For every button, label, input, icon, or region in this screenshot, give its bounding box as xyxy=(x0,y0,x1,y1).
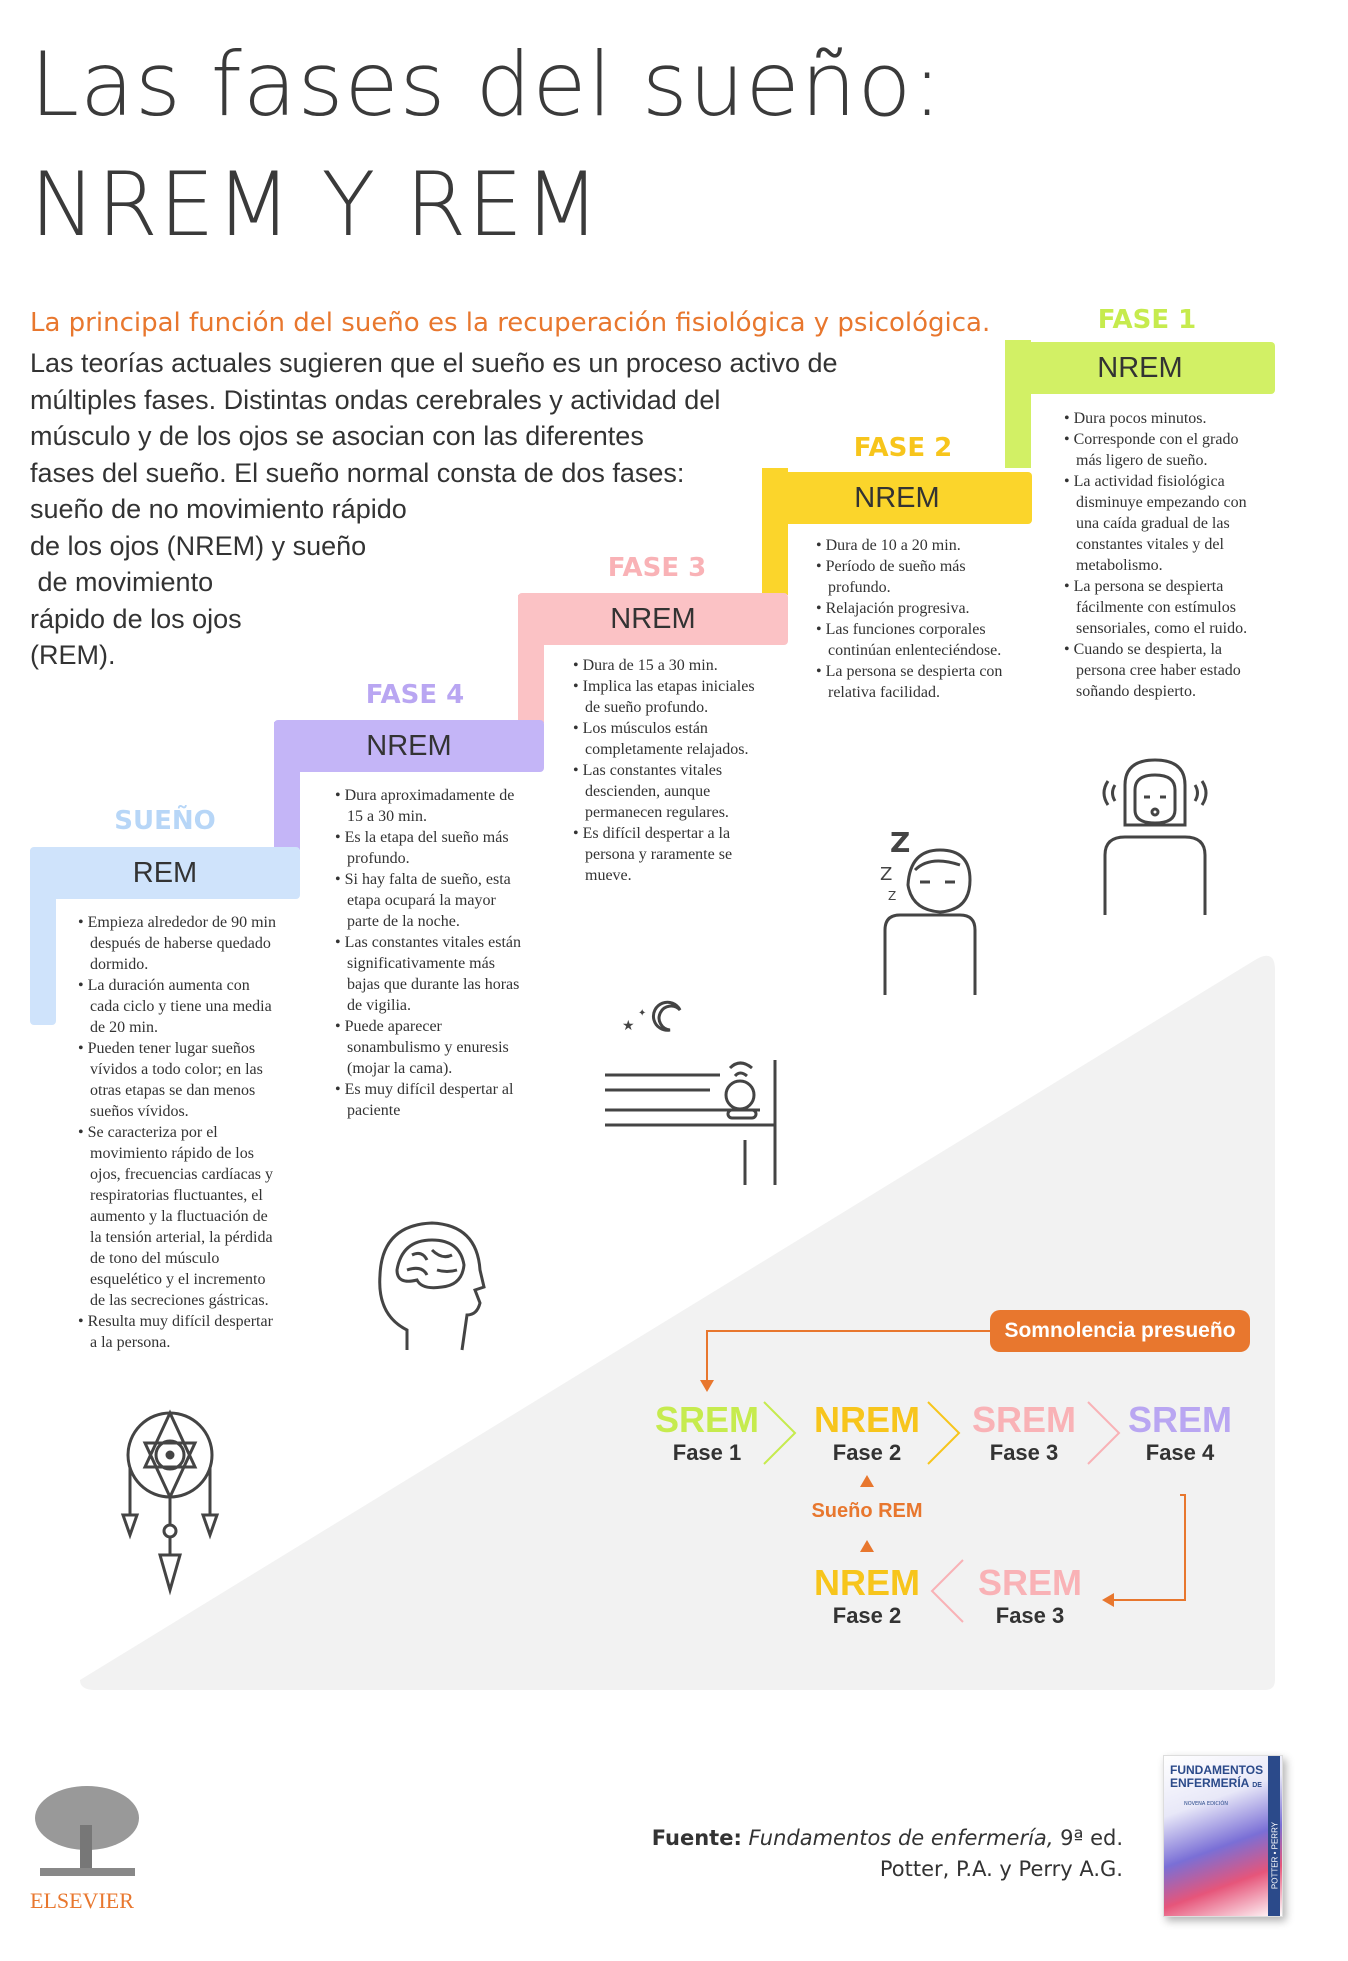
title-line-1: Las fases del sueño: xyxy=(30,33,943,136)
fase4-bar: NREM xyxy=(274,720,544,772)
point: • Puede aparecer sonambulismo y enuresis (mojar la cama). xyxy=(335,1016,525,1079)
point: • Implica las etapas iniciales de sueño profundo. xyxy=(573,676,773,718)
intro-line: (REM). xyxy=(30,640,116,670)
point: • Los músculos están completamente relajados. xyxy=(573,718,773,760)
cycle-node-fase: Fase 3 xyxy=(995,1603,1065,1628)
cycle-node-title: SREM xyxy=(1127,1399,1232,1440)
point: • Si hay falta de sueño, esta etapa ocupará la mayor parte de la noche. xyxy=(335,869,525,932)
source-edition: 9ª ed. xyxy=(1060,1826,1123,1850)
fase3-bar: NREM xyxy=(518,593,788,645)
point: • Las constantes vitales descienden, aunque permanecen regulares. xyxy=(573,760,773,823)
point: • Resulta muy difícil despertar a la persona. xyxy=(78,1311,278,1353)
somnolencia-badge: Somnolencia presueño xyxy=(990,1310,1250,1352)
rem-phase-label: SUEÑO xyxy=(114,806,216,836)
point: • Cuando se despierta, la persona cree haber estado soñando despierto. xyxy=(1064,639,1264,702)
fase2-bar: NREM xyxy=(762,472,1032,524)
intro-line: múltiples fases. Distintas ondas cerebrales y actividad del xyxy=(30,384,721,415)
point: • Es muy difícil despertar al paciente xyxy=(335,1079,525,1121)
point: • Corresponde con el grado más ligero de sueño. xyxy=(1064,429,1264,471)
cycle-node xyxy=(1120,1400,1240,1466)
point: • Período de sueño más profundo. xyxy=(816,556,1016,598)
publisher-name: ELSEVIER xyxy=(30,1888,134,1913)
intro-line: fases del sueño. El sueño normal consta de dos fases: xyxy=(30,457,685,488)
cycle-node-fase: Fase 4 xyxy=(1145,1440,1215,1465)
svg-text:Z: Z xyxy=(880,864,893,885)
book-spine: POTTER • PERRY xyxy=(1270,1821,1280,1890)
cycle-node xyxy=(647,1400,767,1466)
book-cover xyxy=(1163,1755,1283,1917)
cycle-node-title: SREM xyxy=(977,1562,1082,1603)
point: • Empieza alrededor de 90 min después de haberse quedado dormido. xyxy=(78,912,278,975)
point: • Relajación progresiva. xyxy=(816,598,1016,619)
cycle-node-fase: Fase 2 xyxy=(832,1440,902,1465)
point: • Pueden tener lugar sueños vívidos a todo color; en las otras etapas se dan menos sueños vívidos. xyxy=(78,1038,278,1122)
title-line-2: NREM Y REM xyxy=(30,153,601,257)
source-label: Fuente: xyxy=(651,1826,742,1850)
source-title: Fundamentos de enfermería, xyxy=(748,1826,1054,1850)
intro-line: Las teorías actuales sugieren que el sueño es un proceso activo de xyxy=(30,348,838,378)
cycle-node xyxy=(970,1563,1090,1629)
cycle-node-fase: Fase 3 xyxy=(989,1440,1059,1465)
svg-text:★: ★ xyxy=(622,1018,635,1034)
point: • La persona se despierta con relativa facilidad. xyxy=(816,661,1016,703)
point: • La actividad fisiológica disminuye empezando con una caída gradual de las constantes vitales y del metabolismo. xyxy=(1064,471,1264,576)
svg-text:✦: ✦ xyxy=(638,1008,647,1019)
point: • Es difícil despertar a la persona y raramente se mueve. xyxy=(573,823,773,886)
cycle-node xyxy=(964,1400,1084,1466)
intro-line: de los ojos (NREM) y sueño xyxy=(30,530,367,561)
source-authors: Potter, P.A. y Perry A.G. xyxy=(879,1857,1123,1881)
intro-line: sueño de no movimiento rápido xyxy=(30,494,407,524)
point: • Es la etapa del sueño más profundo. xyxy=(335,827,525,869)
fase2-phase-label: FASE 2 xyxy=(853,433,953,463)
fase3-phase-label: FASE 3 xyxy=(607,553,707,583)
rem-bar: REM xyxy=(30,847,300,899)
cycle-node xyxy=(807,1563,927,1629)
book-edition: NOVENA EDICIÓN xyxy=(1184,1801,1229,1807)
intro-line: músculo y de los ojos se asocian con las diferentes xyxy=(30,421,644,451)
book-title: FUNDAMENTOS ENFERMERÍA xyxy=(1170,1763,1264,1790)
source-citation xyxy=(0,1823,1123,1885)
intro-line: de movimiento xyxy=(30,567,214,597)
point: • La persona se despierta fácilmente con estímulos sensoriales, como el ruido. xyxy=(1064,576,1264,639)
point: • Las funciones corporales continúan enlenteciéndose. xyxy=(816,619,1016,661)
point: • Dura pocos minutos. xyxy=(1064,408,1264,429)
point: • Dura de 15 a 30 min. xyxy=(573,655,773,676)
cycle-node-title: NREM xyxy=(814,1399,920,1440)
point: • Se caracteriza por el movimiento rápido de los ojos, frecuencias cardíacas y respiratorias fluctuantes, el aumento y la fluctuación de la tensión arterial, la pérdida de tono del músculo esquelético y el incremento de las secreciones gástricas. xyxy=(78,1122,278,1311)
point: • Dura aproximadamente de 15 a 30 min. xyxy=(335,785,525,827)
svg-text:Z: Z xyxy=(890,826,911,859)
point: • Las constantes vitales están significativamente más bajas que durante las horas de vigilia. xyxy=(335,932,525,1016)
cycle-node-title: SREM xyxy=(971,1399,1076,1440)
book-connector: DE xyxy=(1252,1782,1262,1789)
point: • Dura de 10 a 20 min. xyxy=(816,535,1016,556)
cycle-node-title: NREM xyxy=(814,1562,920,1603)
point: • La duración aumenta con cada ciclo y tiene una media de 20 min. xyxy=(78,975,278,1038)
intro-lead: La principal función del sueño es la recuperación fisiológica y psicológica. xyxy=(30,308,991,338)
cycle-node-fase: Fase 1 xyxy=(672,1440,742,1465)
svg-text:Z: Z xyxy=(888,889,897,903)
cycle-node xyxy=(807,1400,927,1466)
cycle-node-title: SREM xyxy=(654,1399,759,1440)
cycle-node-fase: Fase 2 xyxy=(832,1603,902,1628)
fase1-bar: NREM xyxy=(1005,342,1275,394)
fase4-phase-label: FASE 4 xyxy=(365,680,465,710)
source-line-1 xyxy=(0,1823,1123,1854)
sueno-rem-label: Sueño REM xyxy=(811,1500,923,1522)
fase1-phase-label: FASE 1 xyxy=(1097,305,1197,335)
intro-line: rápido de los ojos xyxy=(30,603,242,634)
